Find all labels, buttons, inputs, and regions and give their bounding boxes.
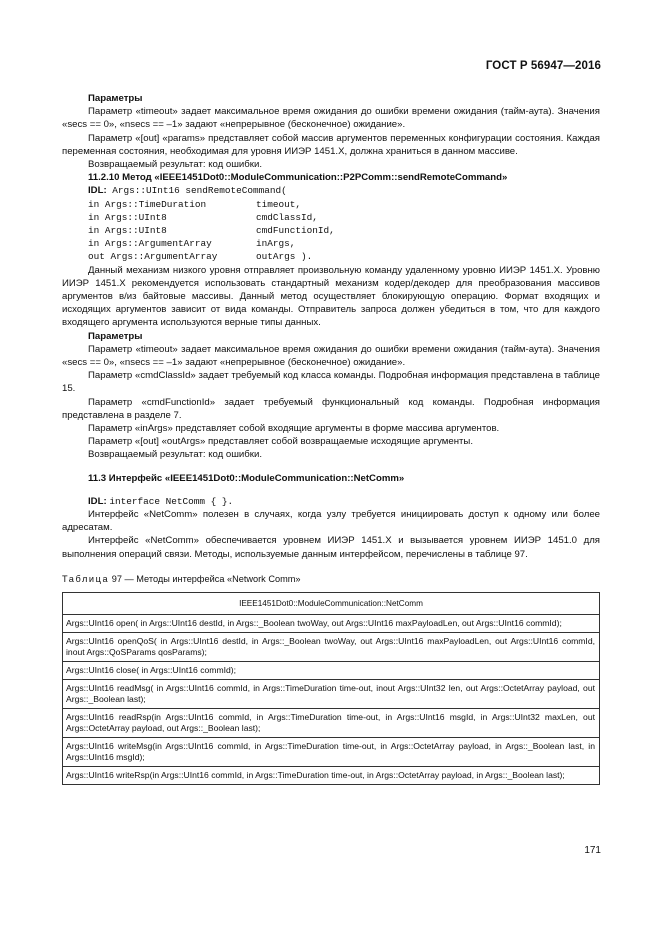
idl-line: [88, 184, 600, 197]
table-row: [63, 633, 600, 662]
table-row: [63, 615, 600, 633]
params-heading: Параметры: [88, 93, 143, 104]
table-cell: Args::UInt16 close( in Args::UInt16 commId);: [63, 662, 600, 680]
method-heading: 11.2.10 Метод «IEEE1451Dot0::ModuleCommunication::P2PComm::sendRemoteCommand»: [88, 172, 508, 184]
table-header-row: [63, 593, 600, 615]
table-row: [63, 767, 600, 785]
arg-name: timeout,: [256, 198, 302, 210]
table-cell: Args::UInt16 writeRsp(in Args::UInt16 commId, in Args::TimeDuration time-out, in Args::OctetArray payload, in Args::_Boolean last);: [63, 767, 600, 785]
paragraph: Параметр «inArgs» представляет собой входящие аргументы в форме массива аргументов.: [88, 422, 500, 434]
paragraph: Параметр «cmdFunctionId» задает требуемый функциональный код команды. Подробная информация представлена в разделе 7.: [62, 396, 600, 421]
arg-type: in Args::UInt8: [88, 211, 167, 223]
idl-signature: Args::UInt16 sendRemoteCommand(: [112, 185, 287, 197]
paragraph: Данный механизм низкого уровня отправляет произвольную команду удаленному уровню ИИЭР 1451.X. Уровню ИИЭР 1451.X рекомендуется использовать стандартный механизм кодер/декодер для преобразования массивов аргументов в/из байтовые массивы. Данный метод осуществляет блокирующую операцию. Формат входящих и исходящих аргументов зависит от вида команды. Отправитель запроса должен убедиться в том, что для каждого входящего аргумента используются верные типы данных.: [62, 264, 600, 329]
idl-arg-line: [88, 211, 600, 224]
table-row: [63, 680, 600, 709]
paragraph: Возвращаемый результат: код ошибки.: [88, 449, 262, 461]
table-row: [63, 709, 600, 738]
paragraph: Параметр «timeout» задает максимальное время ожидания до ошибки времени ожидания (тайм-аута). Значения «secs == 0», «nsecs == –1» задают «непрерывное (бесконечное) ожидание».: [62, 106, 600, 131]
table-cell: Args::UInt16 readMsg( in Args::UInt16 commId, in Args::TimeDuration time-out, inout Args::UInt32 len, out Args::OctetArray payload, out Args::_Boolean last);: [63, 680, 600, 709]
idl-arg-line: [88, 250, 600, 263]
paragraph: Интерфейс «NetComm» обеспечивается уровнем ИИЭР 1451.X и вызывается уровнем ИИЭР 1451.0 для выполнения операций связи. Методы, используемые данным интерфейсом, перечислены в таблице 97.: [62, 535, 600, 560]
paragraph: Возвращаемый результат: код ошибки.: [88, 159, 262, 171]
arg-name: outArgs ).: [256, 251, 313, 263]
table-caption: [62, 573, 600, 586]
page-number: 171: [584, 845, 601, 856]
table-row: [63, 662, 600, 680]
arg-type: out Args::ArgumentArray: [88, 251, 218, 263]
table-cell: Args::UInt16 open( in Args::UInt16 destId, in Args::_Boolean twoWay, out Args::UInt16 maxPayloadLen, out Args::UInt16 commId);: [63, 615, 600, 633]
paragraph: Параметр «timeout» задает максимальное время ожидания до ошибки времени ожидания (тайм-аута). Значения «secs == 0», «nsecs == –1» задают «непрерывное (бесконечное) ожидание».: [62, 343, 600, 368]
arg-name: inArgs,: [256, 238, 296, 250]
paragraph: Параметр «[out] «params» представляет собой массив аргументов переменных конфигурации состояния. Каждая переменная состояния, необходимая для уровня ИИЭР 1451.X, должна храниться в данном массиве.: [62, 132, 600, 157]
arg-type: in Args::TimeDuration: [88, 198, 207, 210]
arg-name: cmdFunctionId,: [256, 224, 335, 236]
idl-line: [62, 495, 600, 508]
idl-arg-line: [88, 237, 600, 250]
table-row: [63, 738, 600, 767]
idl-arg-line: [88, 224, 600, 237]
arg-type: in Args::UInt8: [88, 224, 167, 236]
caption-prefix: Таблица: [62, 573, 110, 584]
paragraph: Параметр «cmdClassId» задает требуемый код класса команды. Подробная информация представлена в таблице 15.: [62, 370, 600, 395]
page-content: [62, 92, 600, 785]
table-cell: Args::UInt16 readRsp(in Args::UInt16 commId, in Args::TimeDuration time-out, in Args::UInt16 msgId, in Args::UInt32 maxLen, out Args::OctetArray payload, out Args::_Boolean last);: [63, 709, 600, 738]
section-heading: 11.3 Интерфейс «IEEE1451Dot0::ModuleCommunication::NetComm»: [88, 472, 405, 484]
table-header: IEEE1451Dot0::ModuleCommunication::NetComm: [63, 593, 600, 615]
table-cell: Args::UInt16 openQoS( in Args::UInt16 destId, in Args::_Boolean twoWay, out Args::UInt16 maxPayloadLen, out Args::UInt16 commId, inout Args::QoSParams qosParams);: [63, 633, 600, 662]
idl-block: [62, 184, 600, 263]
paragraph: Интерфейс «NetComm» полезен в случаях, когда узлу требуется инициировать доступ к одному или более адресатам.: [62, 509, 600, 534]
paragraph: Параметр «[out] «outArgs» представляет собой возвращаемые исходящие аргументы.: [88, 436, 473, 448]
document-header: ГОСТ Р 56947—2016: [485, 60, 601, 72]
idl-label: IDL:: [88, 495, 107, 507]
methods-table: [62, 592, 600, 785]
arg-type: in Args::ArgumentArray: [88, 238, 212, 250]
idl-arg-line: [88, 198, 600, 211]
caption-text: 97 — Методы интерфейса «Network Comm»: [109, 573, 301, 584]
arg-name: cmdClassId,: [256, 211, 318, 223]
table-cell: Args::UInt16 writeMsg(in Args::UInt16 commId, in Args::TimeDuration time-out, in Args::OctetArray payload, in Args::_Boolean last, in Args::UInt16 msgId);: [63, 738, 600, 767]
idl-code: interface NetComm { }.: [109, 495, 234, 507]
params-heading: Параметры: [88, 330, 143, 342]
idl-label: IDL:: [88, 185, 107, 197]
